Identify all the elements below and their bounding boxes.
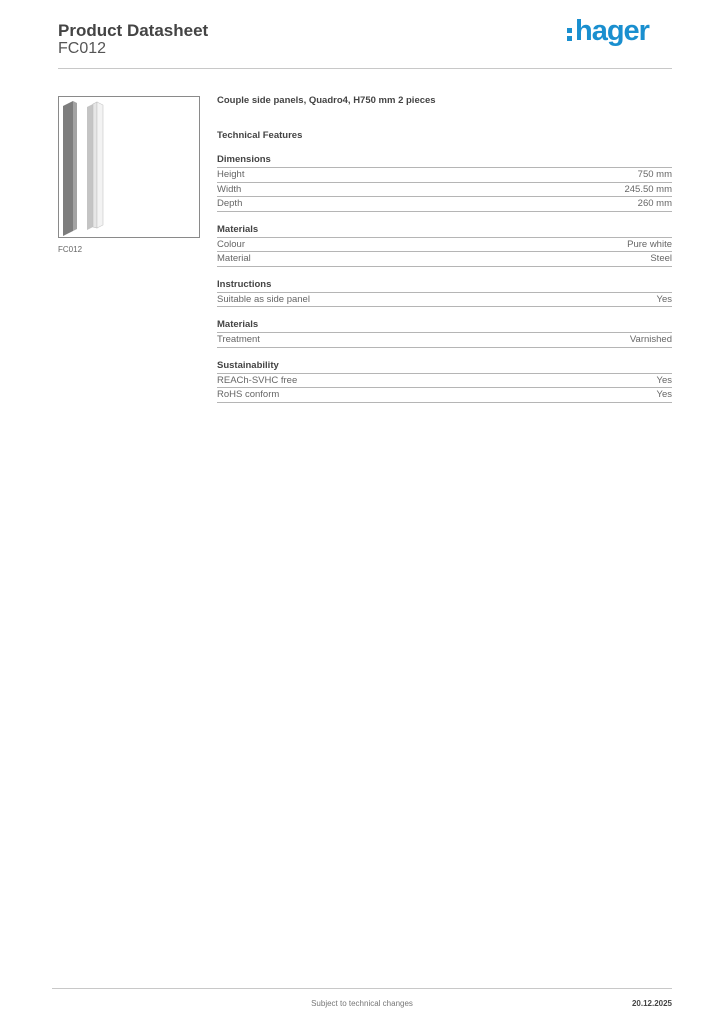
section-title: Materials — [217, 224, 672, 238]
spec-value: Pure white — [627, 238, 672, 250]
section-materials — [217, 224, 672, 267]
section-title: Dimensions — [217, 154, 672, 168]
section-dimensions — [217, 154, 672, 212]
page-title: Product Datasheet — [58, 21, 209, 40]
product-description: Couple side panels, Quadro4, H750 mm 2 pieces — [217, 95, 436, 106]
product-image-frame — [58, 96, 200, 238]
header-divider — [58, 68, 672, 69]
footer-divider — [52, 988, 672, 989]
spec-row — [217, 183, 672, 198]
footer-note: Subject to technical changes — [311, 999, 413, 1008]
spec-row — [217, 388, 672, 403]
spec-row — [217, 168, 672, 183]
logo-dots-icon — [567, 28, 572, 41]
spec-row — [217, 374, 672, 389]
section-sustainability — [217, 360, 672, 403]
side-panels-product-image — [59, 97, 199, 237]
spec-label: RoHS conform — [217, 389, 280, 400]
footer-date: 20.12.2025 — [631, 999, 672, 1008]
spec-row — [217, 293, 672, 308]
spec-row — [217, 252, 672, 267]
spec-label: Depth — [217, 198, 243, 209]
section-title: Materials — [217, 319, 672, 333]
spec-label: Material — [217, 253, 251, 264]
spec-label: Treatment — [217, 334, 260, 345]
spec-label: Colour — [217, 238, 245, 250]
logo-text: hager — [575, 15, 649, 47]
hager-logo — [567, 16, 649, 46]
spec-row — [217, 197, 672, 212]
spec-value: Steel — [650, 253, 672, 264]
spec-value: Yes — [656, 293, 672, 305]
section-title: Instructions — [217, 279, 672, 293]
spec-label: REACh-SVHC free — [217, 374, 298, 386]
spec-value: Varnished — [629, 334, 672, 345]
spec-label: Width — [217, 183, 242, 195]
spec-value: 750 mm — [637, 169, 672, 180]
spec-label: Height — [217, 169, 245, 180]
section-title: Sustainability — [217, 360, 672, 374]
spec-row — [217, 333, 672, 348]
spec-value: Yes — [656, 374, 672, 386]
spec-value: 245.50 mm — [624, 183, 672, 195]
section-instructions — [217, 279, 672, 308]
product-code: FC012 — [58, 40, 107, 57]
technical-features-heading: Technical Features — [217, 130, 303, 141]
spec-value: Yes — [656, 389, 672, 400]
section-materials-treatment — [217, 319, 672, 348]
image-caption: FC012 — [58, 245, 83, 254]
spec-label: Suitable as side panel — [217, 293, 310, 305]
spec-row — [217, 238, 672, 253]
spec-value: 260 mm — [637, 198, 672, 209]
product-details — [217, 95, 672, 403]
